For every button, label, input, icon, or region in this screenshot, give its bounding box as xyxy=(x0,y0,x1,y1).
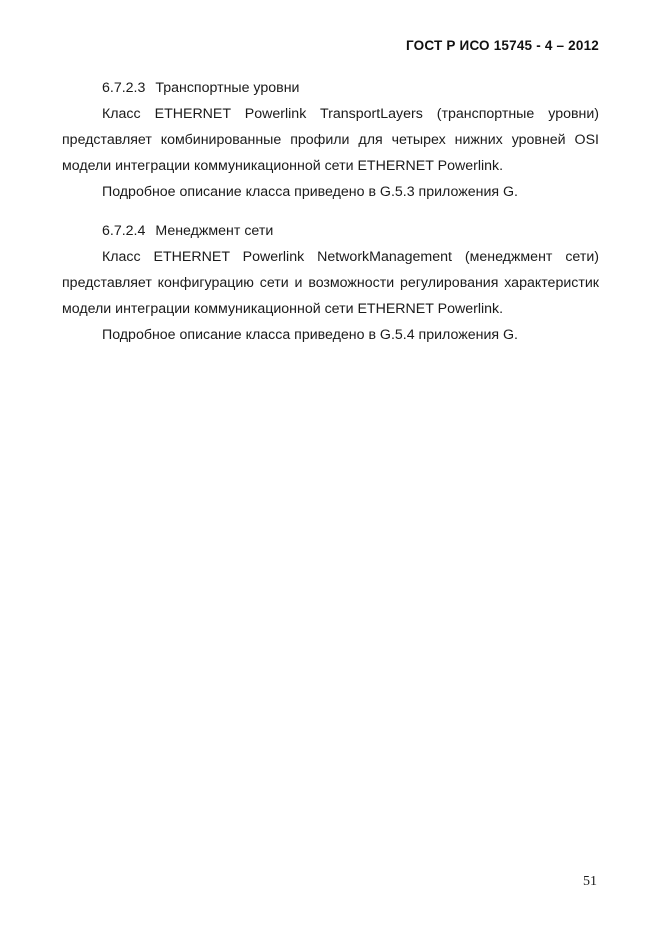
section-title: Транспортные уровни xyxy=(155,80,300,96)
section-6-7-2-4 xyxy=(62,218,599,348)
paragraph: Подробное описание класса приведено в G.5.4 приложения G. xyxy=(102,327,518,343)
document-body xyxy=(62,75,599,361)
paragraph: Класс ETHERNET Powerlink TransportLayers (транспортные уровни) представляет комбинированные профили для четырех нижних уровней OSI модели интеграции коммуникационной сети ETHERNET Powerlink. xyxy=(62,106,599,174)
section-number: 6.7.2.3 xyxy=(102,80,146,96)
section-6-7-2-3 xyxy=(62,75,599,205)
page-number: 51 xyxy=(583,874,597,889)
document-header: ГОСТ Р ИСО 15745 - 4 – 2012 xyxy=(406,38,599,53)
section-title: Менеджмент сети xyxy=(155,223,274,239)
paragraph: Класс ETHERNET Powerlink NetworkManagement (менеджмент сети) представляет конфигурацию сети и возможности регулирования характеристик модели интеграции коммуникационной сети ETHERNET Powerlink. xyxy=(62,249,599,317)
section-heading xyxy=(62,218,599,244)
paragraph: Подробное описание класса приведено в G.5.3 приложения G. xyxy=(102,184,518,200)
section-heading xyxy=(62,75,599,101)
section-number: 6.7.2.4 xyxy=(102,223,146,239)
